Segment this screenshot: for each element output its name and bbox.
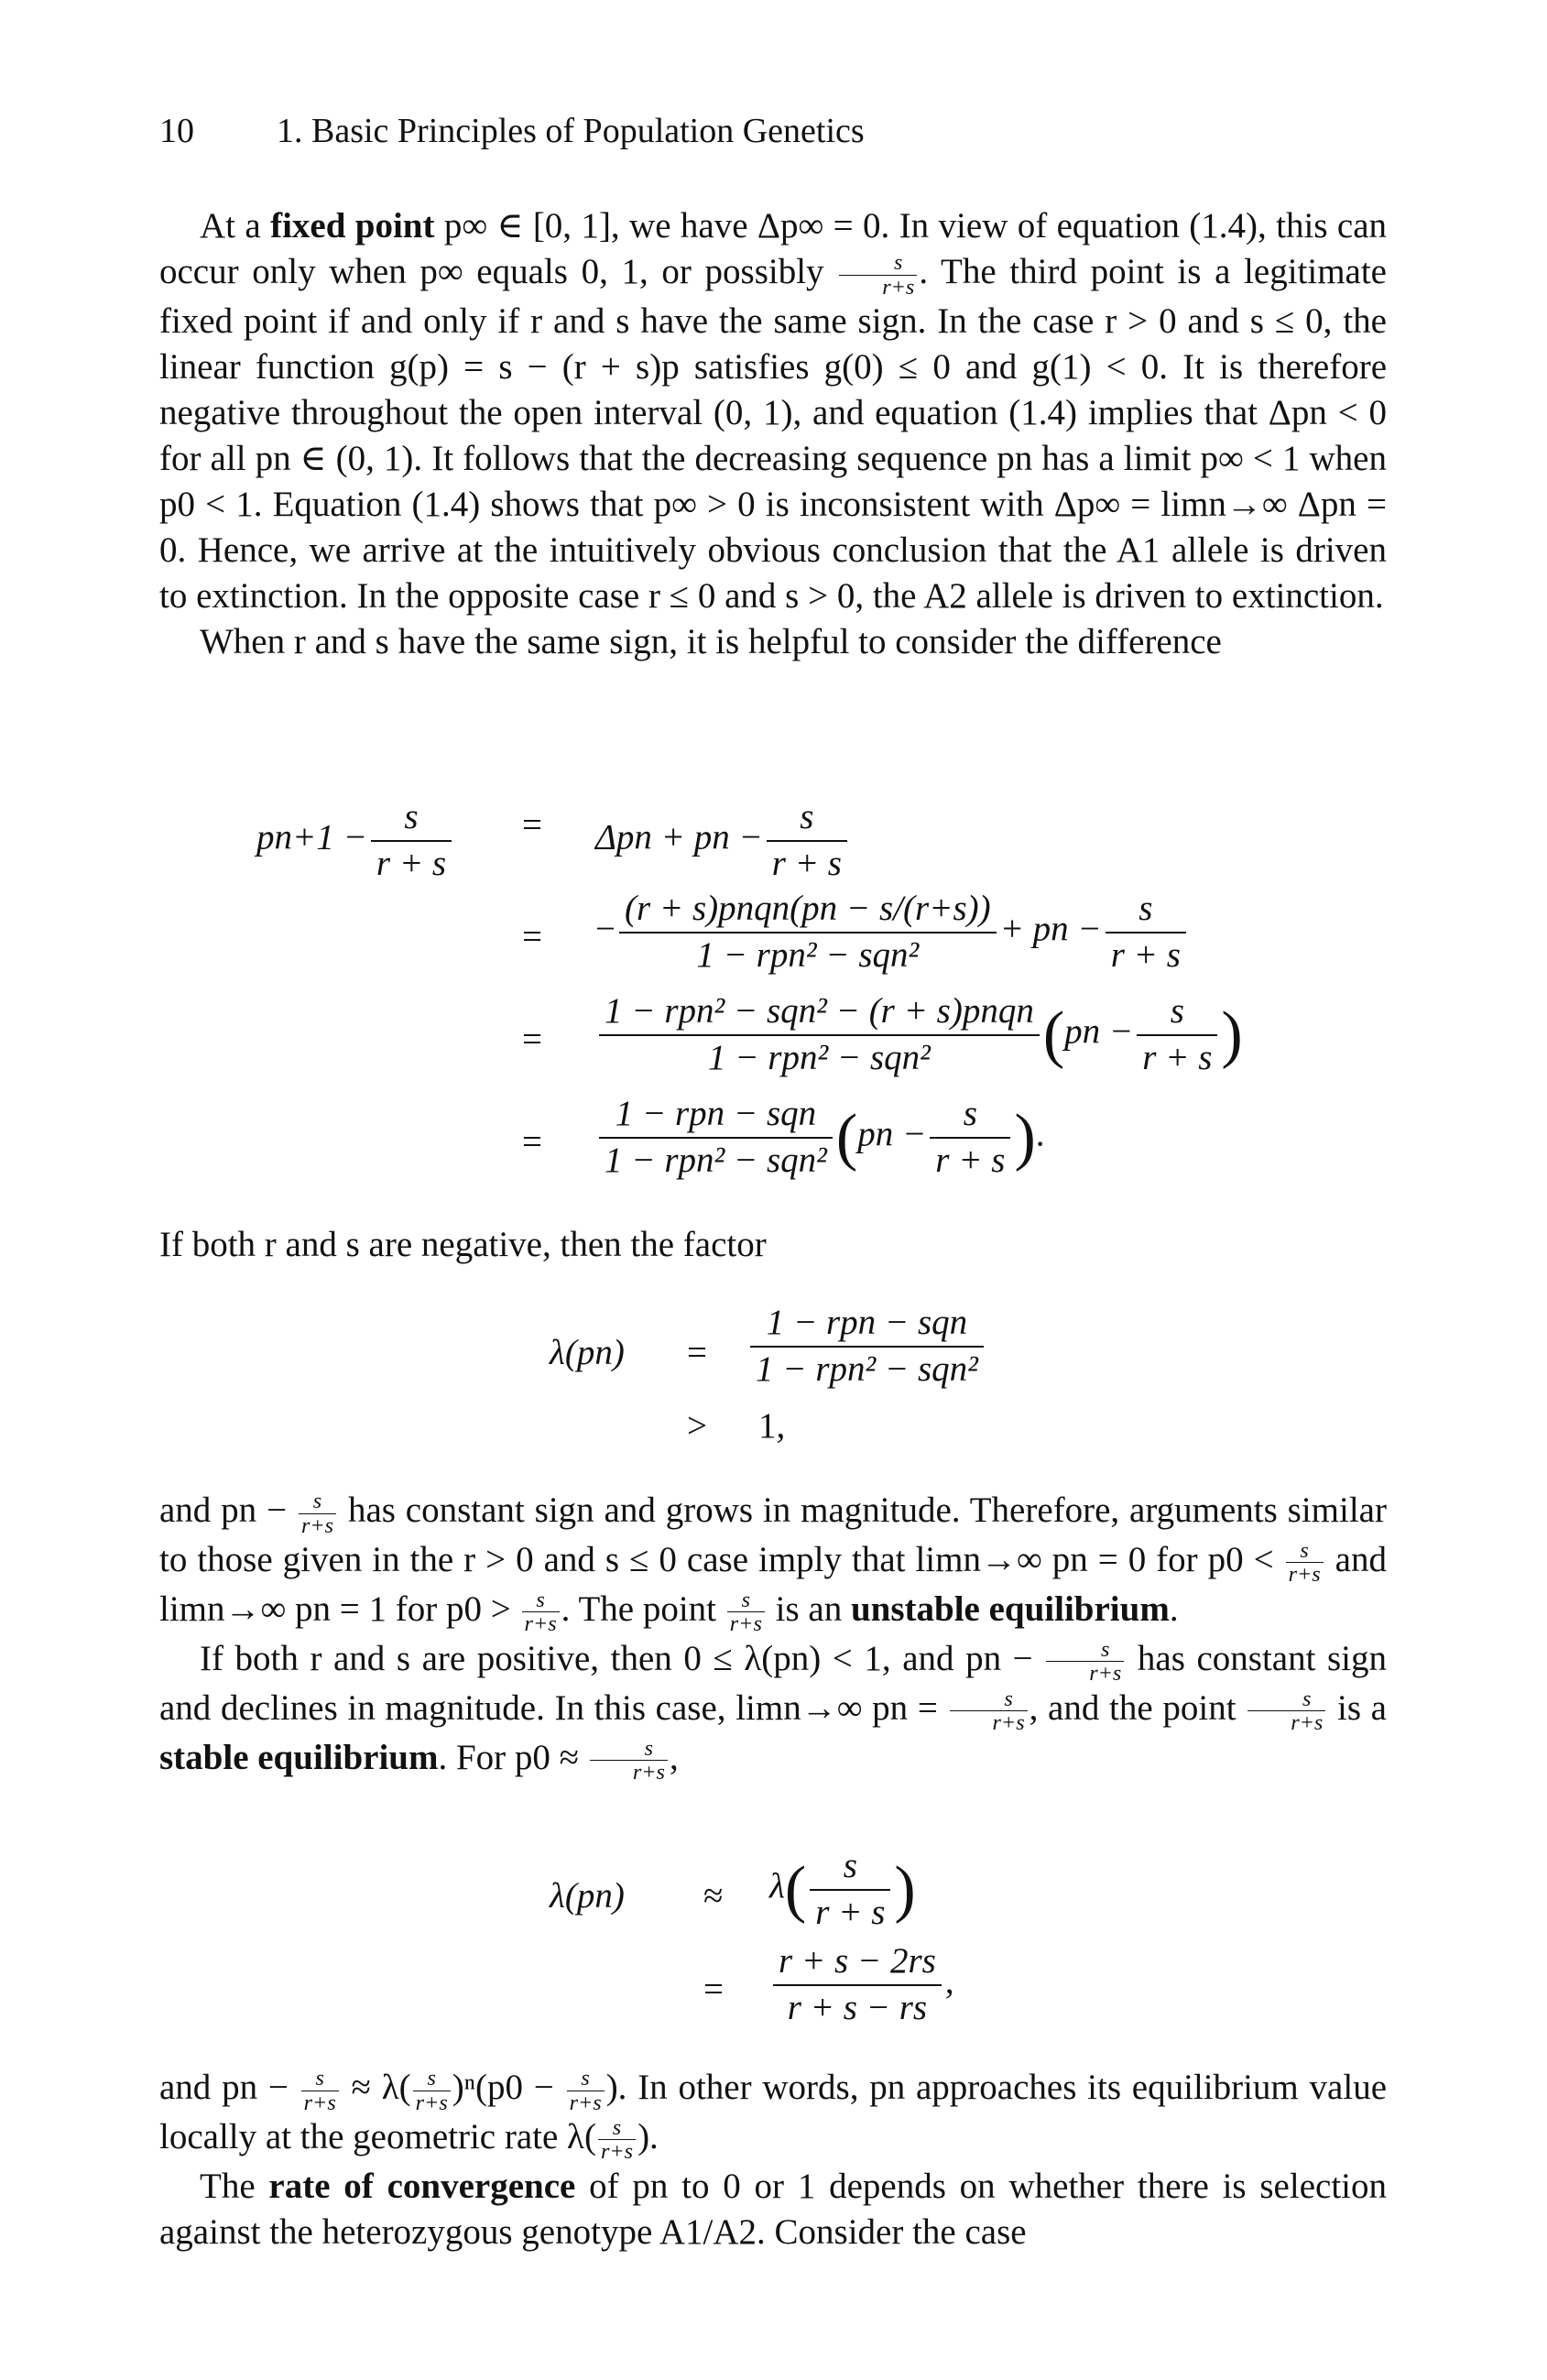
equation-lambda-approx: λ(pn) ≈ λ( $\frac{s}{r + s}$ ) = $\frac{r + s - 2rs}{r + s - rs}$ , [550,1846,954,2027]
equation-difference: pn+1 − $\frac{s}{r + s}$ = Δpn + pn − $\frac{s}{r + s}$ = − (r + s)pnqn(pn − s/(r+s)) 1 − rpn² − sqn² + pn − $\frac{s}{r + s}$ = 1 − rpn² − sqn² − (r + s)pnqn 1 − rpn² − sqn² (pn − $\frac{s}{r + s}$ ) = 1 − rpn − sqn 1 − rpn² − sqn² (pn − $\frac{s}{r + s}$ ). [256,797,1243,1180]
paragraph-rate-of-convergence: The rate of convergence of pn to 0 or 1 depends on whether there is selection against the heterozygous genotype A1/A2. Consider the case [159,2166,1387,2252]
paragraph-stable: If both r and s are positive, then 0 ≤ λ(pn) < 1, and pn − $\frac{s}{r+s}$ has constant sign and declines in magnitude. In this case, limn→∞ pn = $\frac{s}{r+s}$ , and the point $\frac{s}{r+s}$ is a stable equilibrium. For p0 ≈ $\frac{s}{r+s}$ , [159,1636,1387,1785]
paragraph-difference-intro: When r and s have the same sign, it is helpful to consider the difference [200,621,1222,661]
page-number: 10 [159,112,194,150]
term-fixed-point: fixed point [270,206,435,246]
term-unstable-equilibrium: unstable equilibrium [850,1588,1170,1629]
paragraph-negative-case: If both r and s are negative, then the factor [159,1225,767,1264]
inline-fraction: $\frac{s}{r+s}$ [839,251,917,299]
chapter-title: 1. Basic Principles of Population Genetics [277,112,865,150]
equation-lambda-factor: λ(pn) = 1 − rpn − sqn 1 − rpn² − sqn² > 1, [550,1301,1099,1457]
term-rate-of-convergence: rate of convergence [268,2166,576,2206]
paragraph-unstable: and pn − $\frac{s}{r+s}$ has constant sign and grows in magnitude. Therefore, arguments similar to those given in the r > 0 and s ≤ 0 case imply that limn→∞ pn = 0 for p0 < $\frac{s}{r+s}$ and limn→∞ pn = 1 for p0 > $\frac{s}{r+s}$ . The point $\frac{s}{r+s}$ is an unstable equilibrium. If both r and s are positive, then 0 ≤ λ(pn) < 1, and pn − $\frac{s}{r+s}$ has constant sign and declines in magnitude. In this case, limn→∞ pn = $\frac{s}{r+s}$ , and the point $\frac{s}{r+s}$ is a stable equilibrium. For p0 ≈ $\frac{s}{r+s}$ , [159,1489,1387,1785]
paragraph-geometric-rate: and pn − $\frac{s}{r+s}$ ≈ λ( $\frac{s}{r+s}$ )ⁿ(p0 − $\frac{s}{r+s}$ ). In other words, pn approaches its equilibrium value locally at the geometric rate λ( $\frac{s}{r+s}$ ). The rate of convergence of pn to 0 or 1 depends on whether there is selection against the heterozygous genotype A1/A2. Consider the case [159,2065,1387,2255]
running-header [159,108,865,154]
paragraph-fixed-point: At a fixed point p∞ ∈ [0, 1], we have Δp∞ = 0. In view of equation (1.4), this can occur only when p∞ equals 0, 1, or possibly $\frac{s}{r+s}$ . The third point is a legitimate fixed point if and only if r and s have the same sign. In the case r > 0 and s ≤ 0, the linear function g(p) = s − (r + s)p satisfies g(0) ≤ 0 and g(1) < 0. It is therefore negative throughout the open interval (0, 1), and equation (1.4) implies that Δpn < 0 for all pn ∈ (0, 1). It follows that the decreasing sequence pn has a limit p∞ < 1 when p0 < 1. Equation (1.4) shows that p∞ > 0 is inconsistent with Δp∞ = limn→∞ Δpn = 0. Hence, we arrive at the intuitively obvious conclusion that the A1 allele is driven to extinction. In the opposite case r ≤ 0 and s > 0, the A2 allele is driven to extinction. When r and s have the same sign, it is helpful to consider the difference [159,203,1387,665]
term-stable-equilibrium: stable equilibrium [159,1737,439,1777]
